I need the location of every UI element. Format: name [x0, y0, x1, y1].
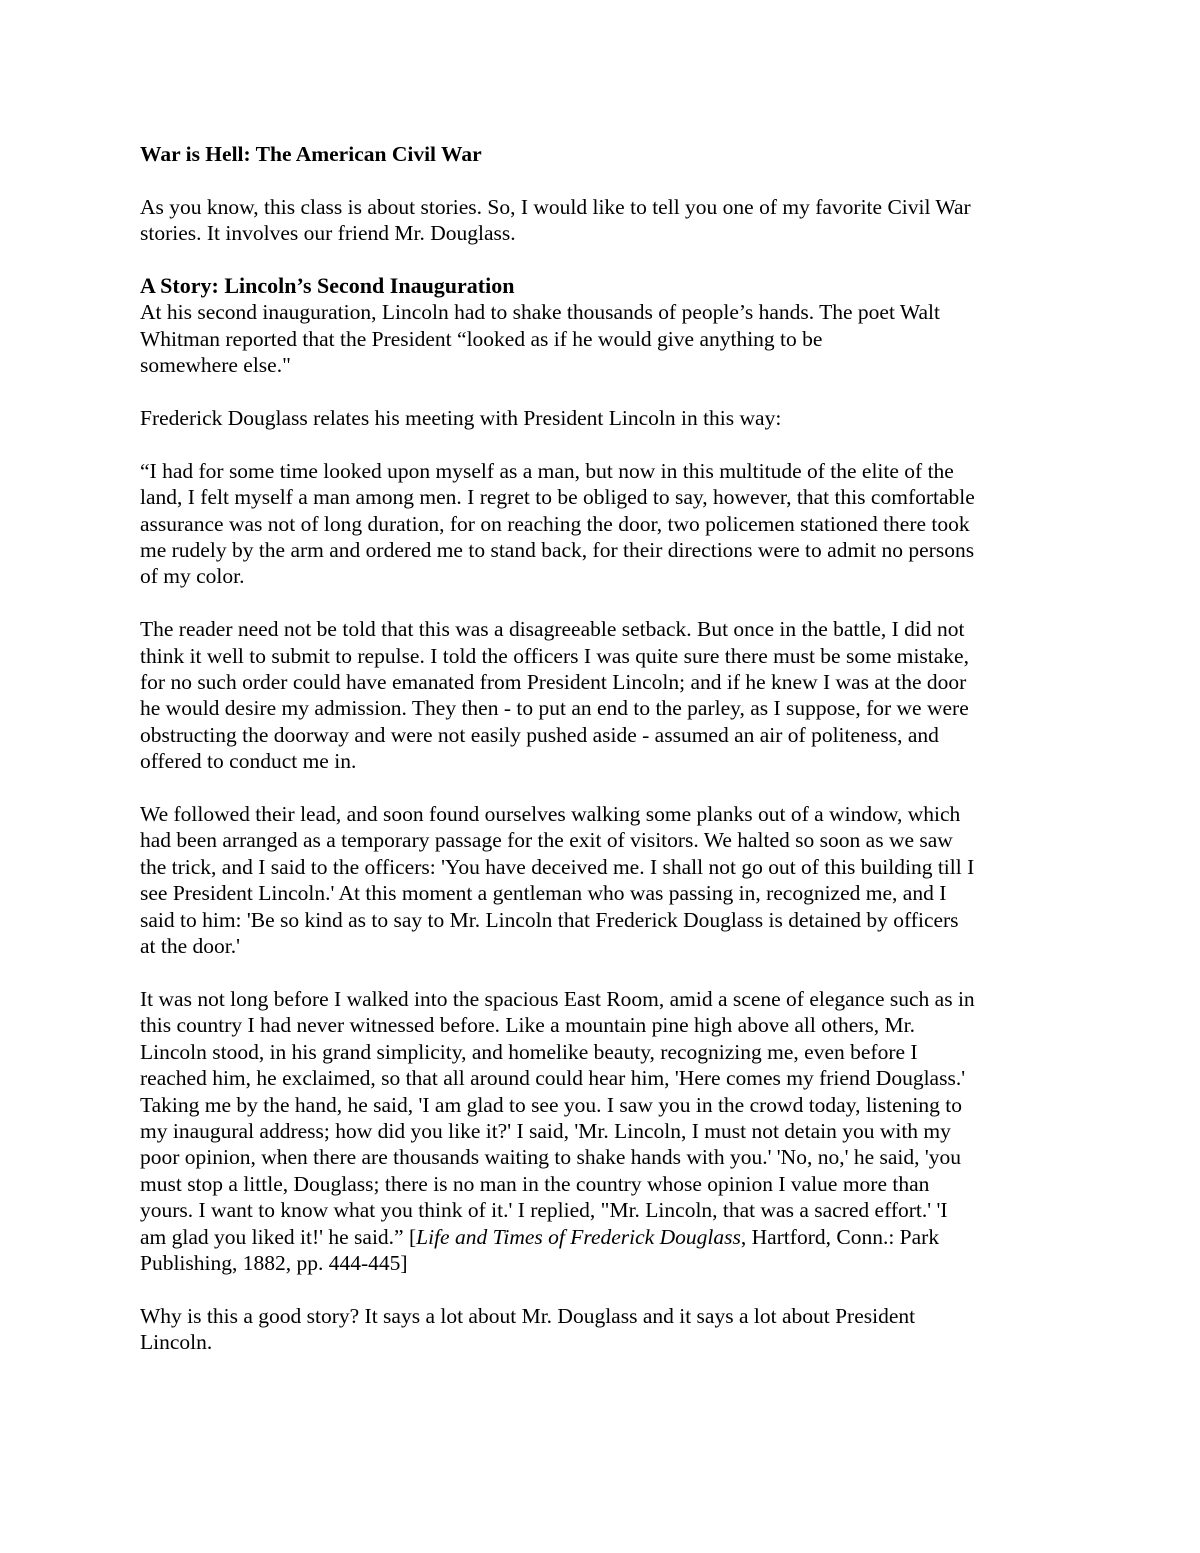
quote-line: for no such order could have emanated from President Lincoln; and if he knew I was at the door: [140, 670, 967, 695]
quote-line: see President Lincoln.' At this moment a gentleman who was passing in, recognized me, and I: [140, 881, 947, 906]
section-line: At his second inauguration, Lincoln had to shake thousands of people’s hands. The poet Walt: [140, 300, 940, 325]
section-paragraph: [140, 299, 1062, 378]
document-title: War is Hell: The American Civil War: [140, 142, 482, 166]
quote-paragraph-1: [140, 458, 1062, 590]
quote-line: reached him, he exclaimed, so that all around could hear him, 'Here comes my friend Douglass.': [140, 1066, 966, 1091]
quote-line: obstructing the doorway and were not easily pushed aside - assumed an air of politeness, and: [140, 722, 939, 747]
lead-in-paragraph: [140, 405, 1062, 431]
quote-line: the trick, and I said to the officers: 'You have deceived me. I shall not go out of this building till I: [140, 854, 975, 879]
quote-line: at the door.': [140, 934, 241, 959]
citation-publisher: , Hartford, Conn.: Park: [740, 1224, 940, 1249]
quote-line: It was not long before I walked into the spacious East Room, amid a scene of elegance such as in: [140, 986, 975, 1011]
quote-line: offered to conduct me in.: [140, 749, 357, 774]
quote-paragraph-3: [140, 801, 1062, 959]
quote-line: yours. I want to know what you think of it.' I replied, "Mr. Lincoln, that was a sacred effort.' 'I: [140, 1198, 948, 1223]
quote-line: my inaugural address; how did you like it?' I said, 'Mr. Lincoln, I must not detain you with my: [140, 1118, 951, 1143]
intro-line: stories. It involves our friend Mr. Douglass.: [140, 221, 516, 246]
quote-line: must stop a little, Douglass; there is no man in the country whose opinion I value more than: [140, 1171, 930, 1196]
quote-line: Lincoln stood, in his grand simplicity, and homelike beauty, recognizing me, even before I: [140, 1039, 918, 1064]
quote-line: Taking me by the hand, he said, 'I am glad to see you. I saw you in the crowd today, listening to: [140, 1092, 962, 1117]
quote-line: land, I felt myself a man among men. I regret to be obliged to say, however, that this comfortable: [140, 485, 975, 510]
citation-line: [140, 1224, 1062, 1250]
document-body: [140, 141, 1062, 1382]
quote-line: he would desire my admission. They then - to put an end to the parley, as I suppose, for we were: [140, 696, 969, 721]
section-line: somewhere else.": [140, 353, 291, 378]
quote-line: poor opinion, when there are thousands waiting to shake hands with you.' 'No, no,' he said, 'you: [140, 1145, 962, 1170]
quote-line: We followed their lead, and soon found ourselves walking some planks out of a window, which: [140, 802, 961, 827]
section-line: Whitman reported that the President “looked as if he would give anything to be: [140, 326, 823, 351]
lead-in-line: Frederick Douglass relates his meeting with President Lincoln in this way:: [140, 406, 782, 431]
quote-line: me rudely by the arm and ordered me to stand back, for their directions were to admit no persons: [140, 538, 975, 563]
citation-book-title: Life and Times of Frederick Douglass: [416, 1224, 741, 1249]
citation-line: Publishing, 1882, pp. 444-445]: [140, 1250, 408, 1275]
intro-line: As you know, this class is about stories. So, I would like to tell you one of my favorite Civil War: [140, 194, 971, 219]
quote-line: said to him: 'Be so kind as to say to Mr. Lincoln that Frederick Douglass is detained by officers: [140, 907, 959, 932]
closing-paragraph: [140, 1303, 1062, 1356]
quote-line: The reader need not be told that this was a disagreeable setback. But once in the battle, I did not: [140, 617, 965, 642]
citation-lead: am glad you liked it!' he said.” [: [140, 1224, 417, 1249]
section-heading: A Story: Lincoln’s Second Inauguration: [140, 273, 515, 298]
quote-paragraph-2: [140, 616, 1062, 774]
quote-line: this country I had never witnessed before. Like a mountain pine high above all others, Mr.: [140, 1013, 915, 1038]
quote-line: assurance was not of long duration, for on reaching the door, two policemen stationed there took: [140, 511, 970, 536]
quote-line: “I had for some time looked upon myself as a man, but now in this multitude of the elite of the: [140, 458, 954, 483]
quote-line: of my color.: [140, 564, 245, 589]
closing-line: Why is this a good story? It says a lot about Mr. Douglass and it says a lot about President: [140, 1303, 916, 1328]
closing-line: Lincoln.: [140, 1330, 213, 1355]
intro-paragraph: [140, 194, 1062, 247]
quote-paragraph-4: [140, 986, 1062, 1276]
quote-line: think it well to submit to repulse. I told the officers I was quite sure there must be some mistake,: [140, 643, 969, 668]
quote-line: had been arranged as a temporary passage for the exit of visitors. We halted so soon as we saw: [140, 828, 953, 853]
